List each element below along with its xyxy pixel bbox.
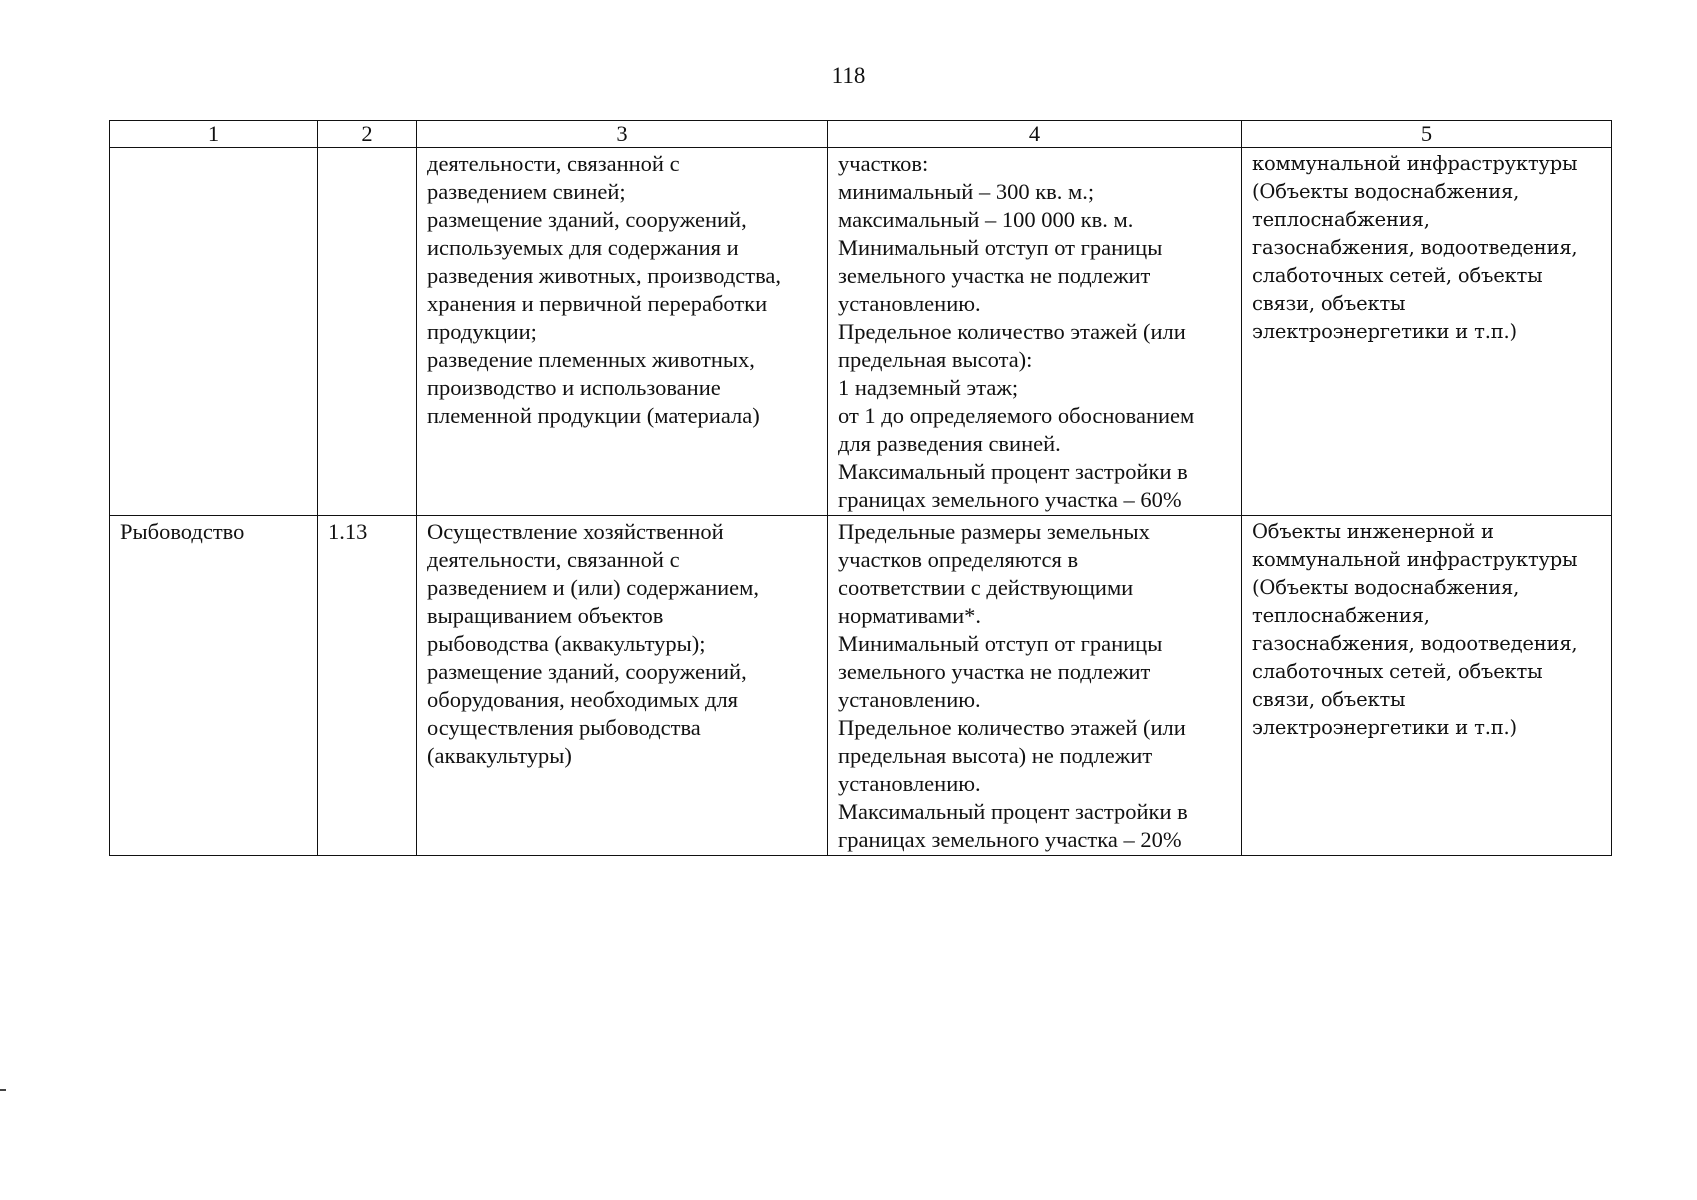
text-line: разведения животных, производства, xyxy=(427,263,782,288)
text-line: племенной продукции (материала) xyxy=(427,403,760,428)
land-use-name-cell: Рыбоводство xyxy=(110,516,318,856)
text-line: земельного участка не подлежит xyxy=(838,263,1151,288)
text-line: для разведения свиней. xyxy=(838,431,1061,456)
text-line: предельная высота): xyxy=(838,347,1033,372)
description-cell xyxy=(417,148,828,516)
text-line: от 1 до определяемого обоснованием xyxy=(838,403,1195,428)
text-line: 1 надземный этаж; xyxy=(838,375,1019,400)
text-line: деятельности, связанной с xyxy=(427,151,680,176)
text-line: производство и использование xyxy=(427,375,721,400)
text-line: соответствии с действующими xyxy=(838,575,1134,600)
text-line: хранения и первичной переработки xyxy=(427,291,768,316)
text-line: размещение зданий, сооружений, xyxy=(427,659,747,684)
text-line: Максимальный процент застройки в xyxy=(838,799,1188,824)
page-number: 118 xyxy=(831,63,866,88)
description-cell xyxy=(417,516,828,856)
text-line: разведением и (или) содержанием, xyxy=(427,575,759,600)
parameters-cell xyxy=(828,148,1242,516)
text-line: слаботочных сетей, объекты xyxy=(1252,264,1543,287)
land-use-code-cell: 1.13 xyxy=(318,516,417,856)
text-line: Объекты инженерной и xyxy=(1252,520,1494,543)
auxiliary-use-cell xyxy=(1242,148,1612,516)
text-line: коммунальной инфраструктуры xyxy=(1252,548,1578,571)
text-line: (Объекты водоснабжения, xyxy=(1252,180,1520,203)
text-line: предельная высота) не подлежит xyxy=(838,743,1153,768)
auxiliary-use-cell xyxy=(1242,516,1612,856)
text-line: Предельное количество этажей (или xyxy=(838,715,1186,740)
text-line: Предельные размеры земельных xyxy=(838,519,1150,544)
column-header-4: 4 xyxy=(828,121,1242,148)
text-line: Минимальный отступ от границы xyxy=(838,631,1163,656)
zoning-regulations-table xyxy=(109,120,1612,856)
text-line: связи, объекты xyxy=(1252,688,1406,711)
text-line: максимальный – 100 000 кв. м. xyxy=(838,207,1134,232)
text-line: разведение племенных животных, xyxy=(427,347,755,372)
text-line: теплоснабжения, xyxy=(1252,208,1430,231)
text-line: границах земельного участка – 60% xyxy=(838,487,1182,512)
scan-edge-mark xyxy=(0,1089,6,1091)
text-line: электроэнергетики и т.п.) xyxy=(1252,716,1517,739)
column-header-3: 3 xyxy=(417,121,828,148)
text-line: (аквакультуры) xyxy=(427,743,572,768)
text-line: Осуществление хозяйственной xyxy=(427,519,724,544)
text-line: размещение зданий, сооружений, xyxy=(427,207,747,232)
table-row xyxy=(110,516,1612,856)
text-line: установлению. xyxy=(838,687,981,712)
column-header-5: 5 xyxy=(1242,121,1612,148)
text-line: Минимальный отступ от границы xyxy=(838,235,1163,260)
land-use-code-cell xyxy=(318,148,417,516)
text-line: установлению. xyxy=(838,291,981,316)
text-line: Предельное количество этажей (или xyxy=(838,319,1186,344)
text-line: теплоснабжения, xyxy=(1252,604,1430,627)
text-line: (Объекты водоснабжения, xyxy=(1252,576,1520,599)
text-line: участков определяются в xyxy=(838,547,1079,572)
text-line: оборудования, необходимых для xyxy=(427,687,739,712)
text-line: осуществления рыбоводства xyxy=(427,715,701,740)
text-line: разведением свиней; xyxy=(427,179,626,204)
text-line: продукции; xyxy=(427,319,537,344)
text-line: слаботочных сетей, объекты xyxy=(1252,660,1543,683)
text-line: Максимальный процент застройки в xyxy=(838,459,1188,484)
text-line: коммунальной инфраструктуры xyxy=(1252,152,1578,175)
text-line: деятельности, связанной с xyxy=(427,547,680,572)
text-line: рыбоводства (аквакультуры); xyxy=(427,631,706,656)
text-line: используемых для содержания и xyxy=(427,235,739,260)
column-header-2: 2 xyxy=(318,121,417,148)
text-line: выращиванием объектов xyxy=(427,603,664,628)
table-row xyxy=(110,148,1612,516)
parameters-cell xyxy=(828,516,1242,856)
text-line: газоснабжения, водоотведения, xyxy=(1252,632,1578,655)
text-line: земельного участка не подлежит xyxy=(838,659,1151,684)
text-line: газоснабжения, водоотведения, xyxy=(1252,236,1578,259)
text-line: электроэнергетики и т.п.) xyxy=(1252,320,1517,343)
table-header xyxy=(110,121,1612,148)
text-line: нормативами*. xyxy=(838,603,982,628)
text-line: связи, объекты xyxy=(1252,292,1406,315)
text-line: минимальный – 300 кв. м.; xyxy=(838,179,1095,204)
text-line: границах земельного участка – 20% xyxy=(838,827,1182,852)
land-use-name-cell xyxy=(110,148,318,516)
text-line: участков: xyxy=(838,151,929,176)
text-line: установлению. xyxy=(838,771,981,796)
header-row xyxy=(110,121,1612,148)
column-header-1: 1 xyxy=(110,121,318,148)
